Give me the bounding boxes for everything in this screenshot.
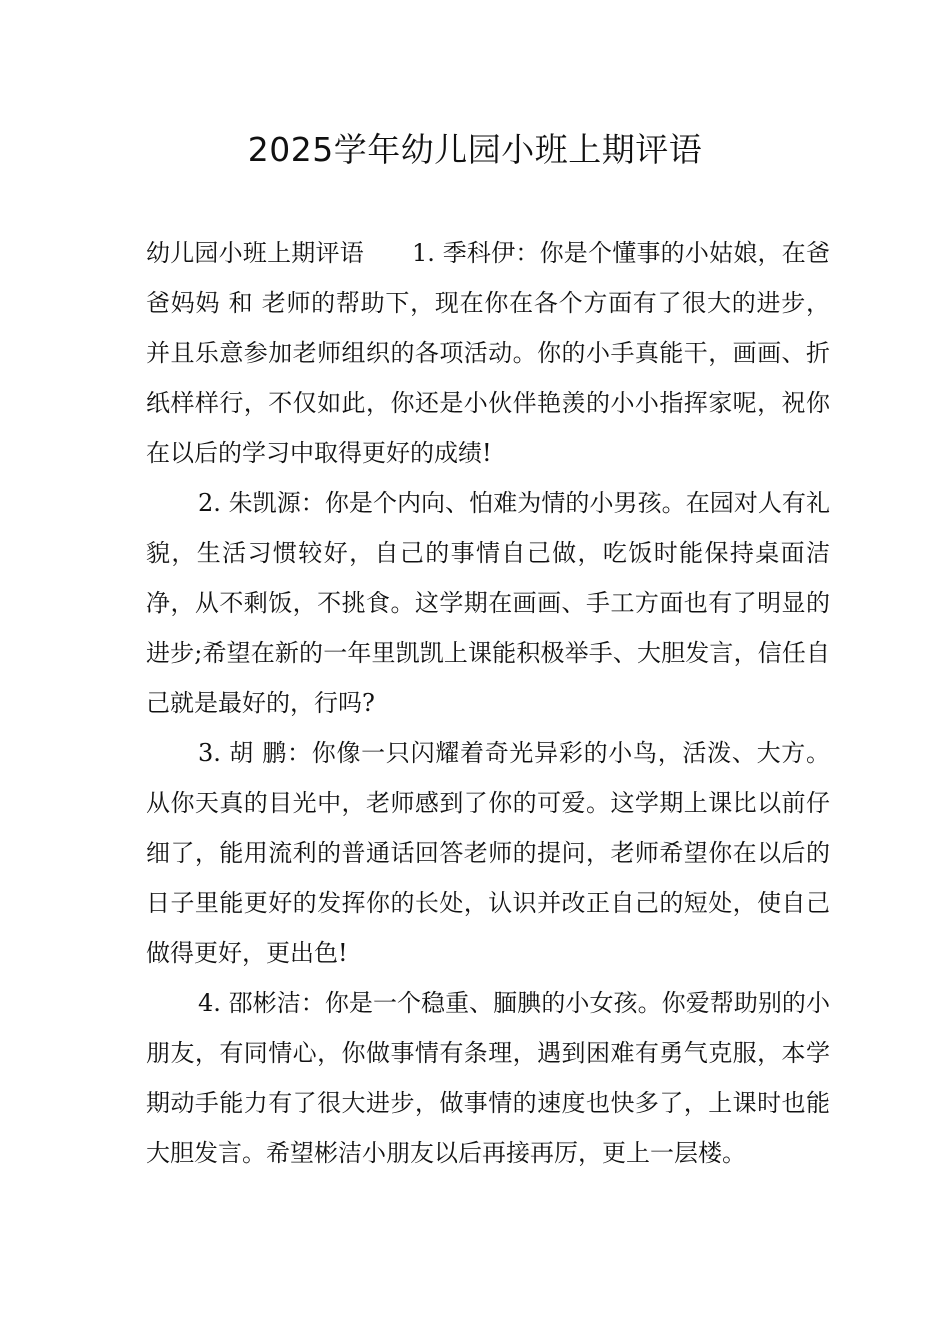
lead-label: 幼儿园小班上期评语 bbox=[146, 239, 364, 267]
paragraph-text: 1. 季科伊：你是个懂事的小姑娘，在爸爸妈妈 和 老师的帮助下，现在你在各个方面有了很大的进步，并且乐意参加老师组织的各项活动。你的小手真能干，画画、折纸样样行，不仅如此，你还是小伙伴艳羡的小小指挥家呢，祝你在以后的学习中取得更好的成绩! bbox=[146, 239, 830, 467]
document-body bbox=[146, 228, 830, 1178]
paragraph-2: 2. 朱凯源：你是个内向、怕难为情的小男孩。在园对人有礼貌，生活习惯较好，自己的事情自己做，吃饭时能保持桌面洁净，从不剩饭，不挑食。这学期在画画、手工方面也有了明显的进步;希望在新的一年里凯凯上课能积极举手、大胆发言，信任自己就是最好的，行吗? bbox=[146, 489, 830, 717]
paragraph-4: 4. 邵彬洁：你是一个稳重、腼腆的小女孩。你爱帮助别的小朋友，有同情心，你做事情有条理，遇到困难有勇气克服，本学期动手能力有了很大进步，做事情的速度也快多了，上课时也能大胆发言。希望彬洁小朋友以后再接再厉，更上一层楼。 bbox=[146, 989, 830, 1167]
document-title: 2025学年幼儿园小班上期评语 bbox=[247, 130, 703, 169]
paragraph-3: 3. 胡 鹏：你像一只闪耀着奇光异彩的小鸟，活泼、大方。从你天真的目光中，老师感到了你的可爱。这学期上课比以前仔细了，能用流利的普通话回答老师的提问，老师希望你在以后的日子里能更好的发挥你的长处，认识并改正自己的短处，使自己做得更好，更出色! bbox=[146, 739, 830, 967]
paragraph-1 bbox=[146, 228, 830, 478]
